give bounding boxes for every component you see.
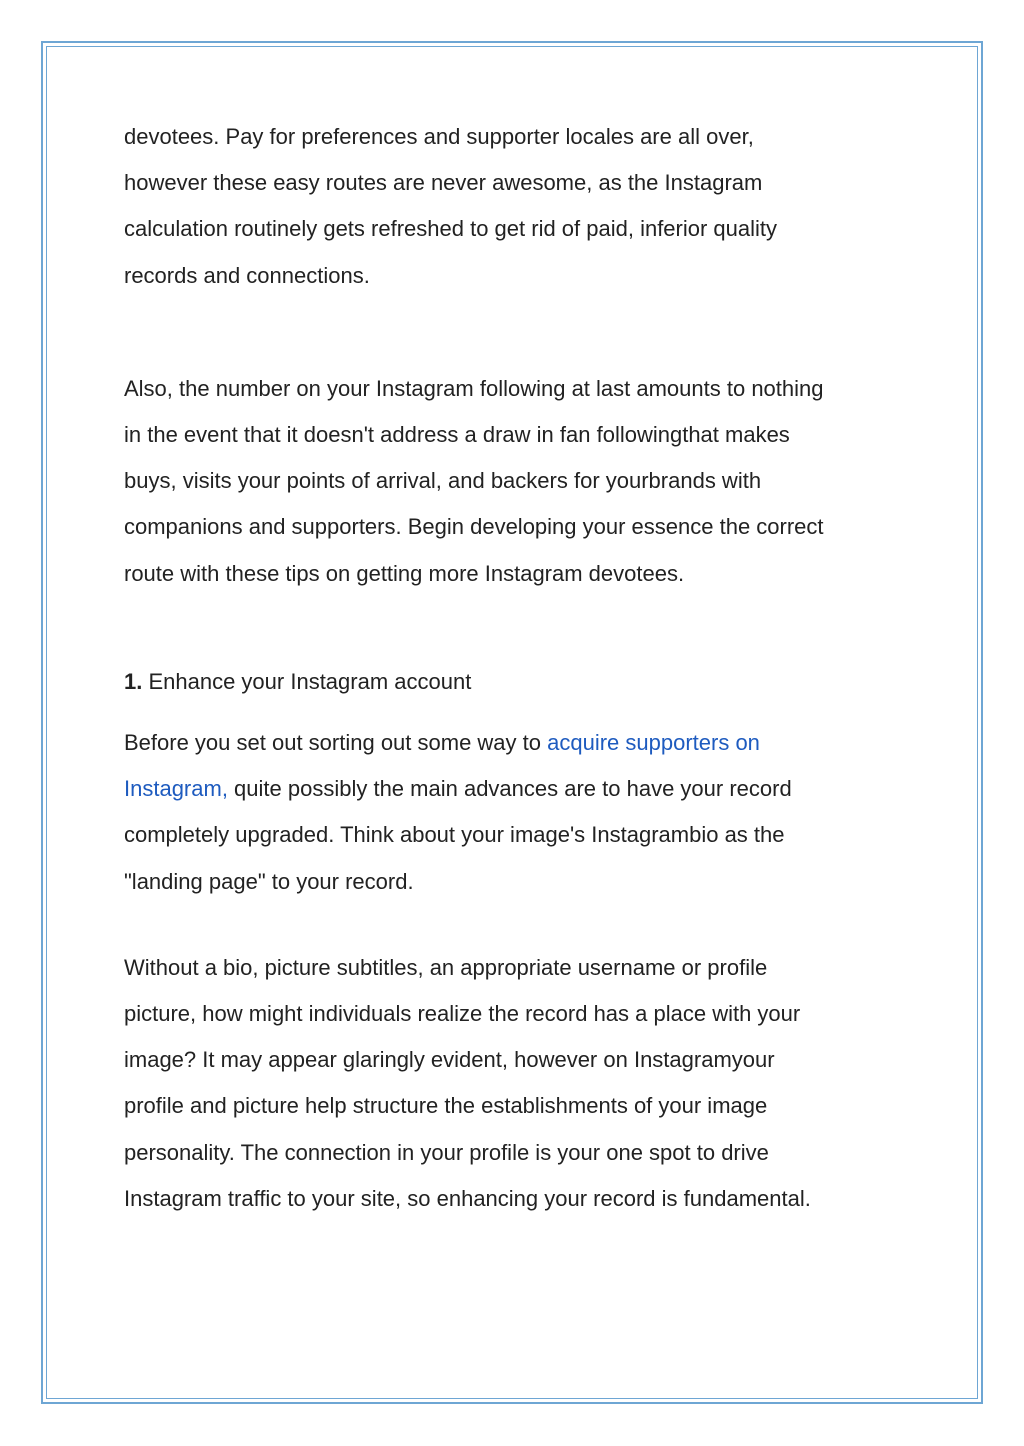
text-line: calculation routinely gets refreshed to get rid of paid, inferior quality	[124, 216, 778, 242]
text-span: quite possibly the main advances are to have your record	[227, 776, 792, 802]
text-line	[124, 720, 914, 766]
text-line: records and connections.	[124, 262, 370, 288]
text-line: devotees. Pay for preferences and supporter locales are all over,	[124, 124, 754, 149]
section-heading	[124, 659, 914, 705]
heading-number: 1.	[124, 668, 143, 694]
text-line: route with these tips on getting more Instagram devotees.	[124, 560, 685, 586]
text-line: Without a bio, picture subtitles, an appropriate username or profile	[124, 954, 768, 980]
text-line	[124, 766, 914, 812]
text-line: "landing page" to your record.	[124, 868, 414, 894]
paragraph-intro	[124, 114, 914, 299]
text-line: image? It may appear glaringly evident, however on Instagramyour	[124, 1047, 775, 1073]
paragraph-following	[124, 366, 914, 597]
text-line: profile and picture help structure the establishments of your image	[124, 1093, 768, 1119]
paragraph-enhance	[124, 720, 914, 905]
text-line: completely upgraded. Think about your image's Instagrambio as the	[124, 822, 785, 848]
document-body	[124, 114, 914, 1222]
text-line: Instagram traffic to your site, so enhancing your record is fundamental.	[124, 1185, 811, 1211]
heading-text: Enhance your Instagram account	[142, 668, 472, 694]
paragraph-bio	[124, 945, 914, 1222]
acquire-supporters-link-continued[interactable]: Instagram,	[124, 776, 228, 802]
text-line: however these easy routes are never awesome, as the Instagram	[124, 170, 763, 196]
text-line: buys, visits your points of arrival, and backers for yourbrands with	[124, 468, 762, 494]
text-line: picture, how might individuals realize the record has a place with your	[124, 1001, 801, 1027]
text-span: Before you set out sorting out some way to	[124, 730, 548, 756]
text-line: Also, the number on your Instagram following at last amounts to nothing	[124, 375, 824, 401]
text-line: companions and supporters. Begin developing your essence the correct	[124, 514, 824, 540]
text-line: personality. The connection in your profile is your one spot to drive	[124, 1139, 769, 1165]
text-line: in the event that it doesn't address a draw in fan followingthat makes	[124, 422, 790, 448]
acquire-supporters-link[interactable]: acquire supporters on	[547, 730, 760, 756]
